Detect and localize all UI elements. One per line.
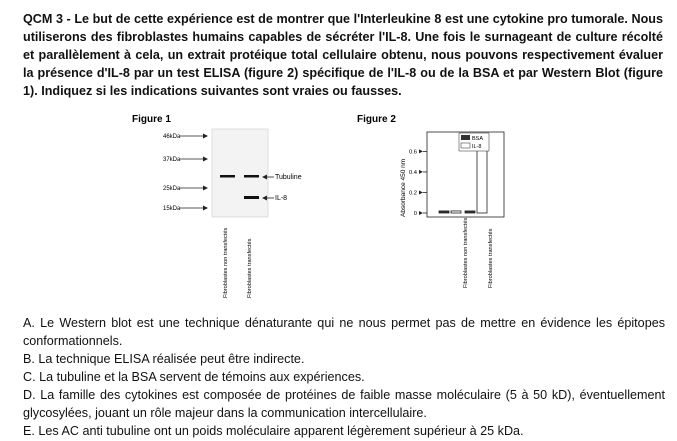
marker-46kda: 46kDa [163,134,181,140]
answer-d: D. La famille des cytokines est composée de protéines de faible masse moléculaire (5 à 50 kD), éventuellement glycosylées, jouant un rôle majeur dans la communication intercellulaire. [23,388,665,420]
arrow-icon [419,170,423,174]
legend-swatch-il8 [461,143,470,148]
category-label-transfected: Fibroblastes transfectés [488,228,494,288]
blot-membrane [212,129,268,217]
marker-37kda: 37kDa [163,157,181,163]
answer-a: A. Le Western blot est une technique dénaturante qui ne nous permet pas de mettre en évidence les épitopes conformationnels. [23,316,665,348]
y-tick-label: 0.6 [408,149,417,156]
figure-1-western-blot [128,112,328,302]
figure-2-elisa-chart [355,112,525,302]
band-tubuline-lane2 [244,175,259,178]
figure-1-title: Figure 1 [132,114,171,125]
marker-25kda: 25kDa [163,186,181,192]
lane-label-non-transfected: Fibroblastes non transfectés [223,227,229,298]
label-tubuline: Tubuline [275,174,302,181]
arrow-icon [419,190,423,194]
bar-bsa-1 [439,211,449,213]
answer-list [23,314,665,440]
marker-15kda: 15kDa [163,206,181,212]
legend-label-il8: IL-8 [472,144,482,150]
arrow-icon [203,186,208,191]
bar-il8-1 [451,211,461,213]
y-tick-label: 0 [413,211,417,217]
answer-c: C. La tubuline et la BSA servent de témoins aux expériences. [23,370,365,384]
answer-b: B. La technique ELISA réalisée peut être indirecte. [23,352,305,366]
lane-label-transfected: Fibroblastes transfectés [247,238,253,298]
arrow-icon [203,134,208,139]
band-tubuline-lane1 [220,175,235,178]
legend-swatch-bsa [461,135,470,140]
arrow-icon [419,149,423,153]
figure-2-title: Figure 2 [357,114,396,125]
arrow-icon [203,206,208,211]
answer-e: E. Les AC anti tubuline ont un poids moléculaire apparent légèrement supérieur à 25 kDa. [23,424,524,438]
legend-label-bsa: BSA [472,136,484,142]
y-tick-label: 0.4 [408,169,417,176]
category-label-non-transfected: Fibroblastes non transfectés [463,217,469,288]
y-axis-label: Absorbance 450 nm [400,158,407,217]
band-il8-lane2 [244,196,259,199]
question-text: QCM 3 - Le but de cette expérience est de montrer que l'Interleukine 8 est une cytokine pro tumorale. Nous utiliserons des fibroblastes humains capables de sécréter l'IL-8. Une fois le surnageant de culture récolté et parallèlement à cela, un extrait protéique total cellulaire obtenu, nous pouvons respectivement évaluer la présence d'IL-8 par un test ELISA (figure 2) spécifique de l'IL-8 ou de la BSA et par Western Blot (figure 1). Indiquez si les indications suivantes sont vraies ou fausses. [23,12,663,98]
arrow-icon [203,157,208,162]
bar-bsa-2 [465,211,475,213]
label-il8: IL-8 [275,195,288,202]
arrow-icon [419,211,423,215]
y-tick-label: 0.2 [408,190,417,197]
